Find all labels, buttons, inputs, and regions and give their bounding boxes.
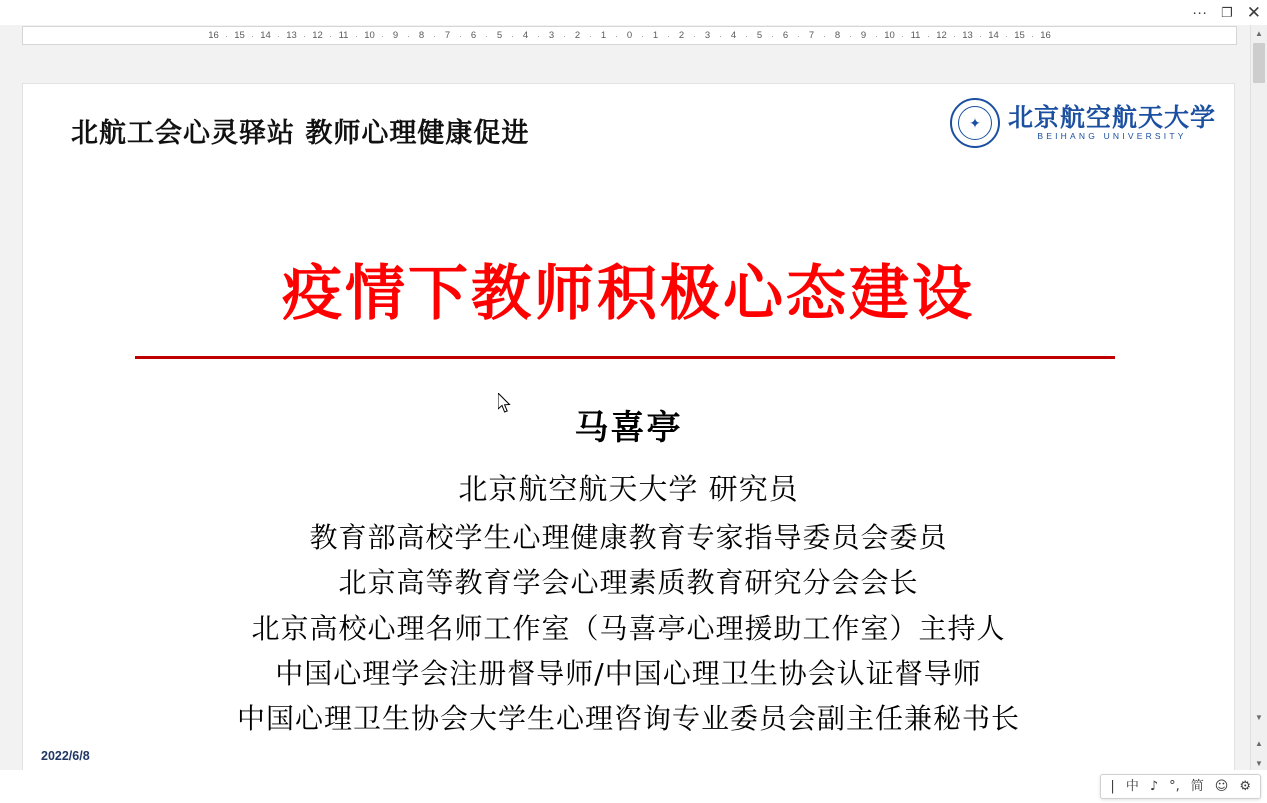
ruler-tick-dot: · [875,30,878,41]
ruler-tick-label: 5 [496,30,503,41]
ruler-tick-dot: · [589,30,592,41]
slide-canvas-area [0,45,1248,780]
ruler-tick-dot: · [719,30,722,41]
ime-simplified-mode[interactable]: 简 [1190,779,1204,794]
ruler-tick-label: 12 [312,30,323,41]
ruler-tick-dot: · [1005,30,1008,41]
ruler-tick-label: 15 [234,30,245,41]
seal-mark-glyph: ✦ [969,115,981,131]
slide-title: 疫情下教师积极心态建设 [282,259,975,329]
ruler-tick-label: 14 [988,30,999,41]
ruler-tick-dot: · [511,30,514,41]
ruler-tick-dot: · [979,30,982,41]
ruler-tick-dot: · [303,30,306,41]
affiliation-line: 北京航空航天大学 研究员 [458,472,799,506]
ruler-tick-dot: · [849,30,852,41]
ruler-tick-label: 16 [208,30,219,41]
close-window-icon[interactable]: ✕ [1246,3,1261,22]
ruler-tick-dot: · [615,30,618,41]
ruler-tick-dot: · [1031,30,1034,41]
ruler-tick-dot: · [901,30,904,41]
affiliation-line: 北京高等教育学会心理素质教育研究分会会长 [338,566,919,600]
ruler-tick-label: 12 [936,30,947,41]
ime-status-bar[interactable] [1100,774,1261,799]
ruler-tick-dot: · [667,30,670,41]
ruler-tick-dot: · [433,30,436,41]
restore-window-icon[interactable]: ❐ [1221,5,1233,20]
more-options-icon[interactable]: ··· [1192,4,1208,21]
scroll-up-icon[interactable]: ▲ [1251,25,1267,42]
affiliation-list [23,466,1234,742]
slide[interactable] [22,83,1235,776]
ruler-tick-dot: · [927,30,930,41]
ime-punctuation-mode[interactable]: °, [1169,779,1180,794]
horizontal-ruler[interactable] [22,26,1237,45]
ruler-tick-label: 13 [286,30,297,41]
ruler-tick-dot: · [485,30,488,41]
affiliation-line: 北京高校心理名师工作室（马喜亭心理援助工作室）主持人 [251,611,1006,645]
ruler-tick-dot: · [537,30,540,41]
ruler-tick-label: 14 [260,30,271,41]
ruler-tick-dot: · [251,30,254,41]
ruler-tick-label: 15 [1014,30,1025,41]
affiliation-line: 教育部高校学生心理健康教育专家指导委员会委员 [309,520,948,554]
university-seal-icon [950,98,1000,148]
ruler-tick-label: 8 [834,30,841,41]
scroll-down-icon[interactable]: ▼ [1251,709,1267,726]
university-name-en: BEIHANG UNIVERSITY [1037,131,1187,142]
ime-emoji-icon[interactable]: ☺ [1214,779,1229,794]
ime-cursor-indicator: | [1110,779,1115,794]
ruler-tick-label: 0 [626,30,633,41]
ime-music-note-icon[interactable]: ♪ [1149,779,1159,794]
title-underline-rule [135,356,1115,359]
ruler-tick-label: 11 [338,30,349,41]
ruler-tick-dot: · [329,30,332,41]
ruler-tick-label: 16 [1040,30,1051,41]
ruler-tick-label: 7 [808,30,815,41]
slide-header-text: 北航工会心灵驿站 教师心理健康促进 [71,118,530,149]
ruler-tick-label: 7 [444,30,451,41]
university-name-cn: 北京航空航天大学 [1007,102,1216,132]
ruler-tick-dot: · [563,30,566,41]
ruler-tick-dot: · [771,30,774,41]
ruler-tick-dot: · [953,30,956,41]
ruler-tick-dot: · [745,30,748,41]
ime-settings-gear-icon[interactable]: ⚙ [1239,779,1251,794]
ruler-tick-dot: · [381,30,384,41]
ruler-tick-label: 11 [910,30,921,41]
affiliation-line: 中国心理学会注册督导师/中国心理卫生协会认证督导师 [275,657,982,691]
ruler-tick-label: 3 [704,30,711,41]
ruler-tick-label: 13 [962,30,973,41]
ruler-tick-dot: · [355,30,358,41]
ime-chinese-mode[interactable]: 中 [1125,779,1139,794]
ruler-tick-label: 5 [756,30,763,41]
ruler-tick-label: 9 [860,30,867,41]
ruler-tick-label: 6 [470,30,477,41]
ruler-tick-label: 2 [574,30,581,41]
ruler-tick-dot: · [823,30,826,41]
titlebar [0,0,1267,25]
ruler-tick-label: 4 [730,30,737,41]
ruler-tick-dot: · [459,30,462,41]
ruler-tick-label: 1 [652,30,659,41]
scrollbar-thumb[interactable] [1253,43,1265,83]
previous-slide-icon[interactable]: ▲ [1251,735,1267,752]
ruler-tick-dot: · [693,30,696,41]
ruler-tick-dot: · [407,30,410,41]
ruler-tick-label: 1 [600,30,607,41]
window-controls [1192,0,1261,25]
vertical-scrollbar[interactable] [1250,25,1267,778]
affiliation-line: 中国心理卫生协会大学生心理咨询专业委员会副主任兼秘书长 [236,702,1020,736]
presenter-name: 马喜亭 [574,408,683,448]
ruler-tick-label: 9 [392,30,399,41]
ruler-tick-dot: · [225,30,228,41]
ruler-tick-label: 8 [418,30,425,41]
ruler-tick-label: 2 [678,30,685,41]
bottom-strip [0,770,1267,803]
slide-date: 2022/6/8 [41,749,90,763]
ruler-tick-label: 10 [884,30,895,41]
ruler-tick-label: 4 [522,30,529,41]
ruler-tick-label: 6 [782,30,789,41]
next-slide-icon[interactable]: ▼ [1251,755,1267,772]
ruler-tick-dot: · [277,30,280,41]
ruler-tick-label: 10 [364,30,375,41]
ruler-tick-dot: · [797,30,800,41]
university-logo [950,98,1216,148]
ruler-tick-dot: · [641,30,644,41]
ruler-tick-label: 3 [548,30,555,41]
